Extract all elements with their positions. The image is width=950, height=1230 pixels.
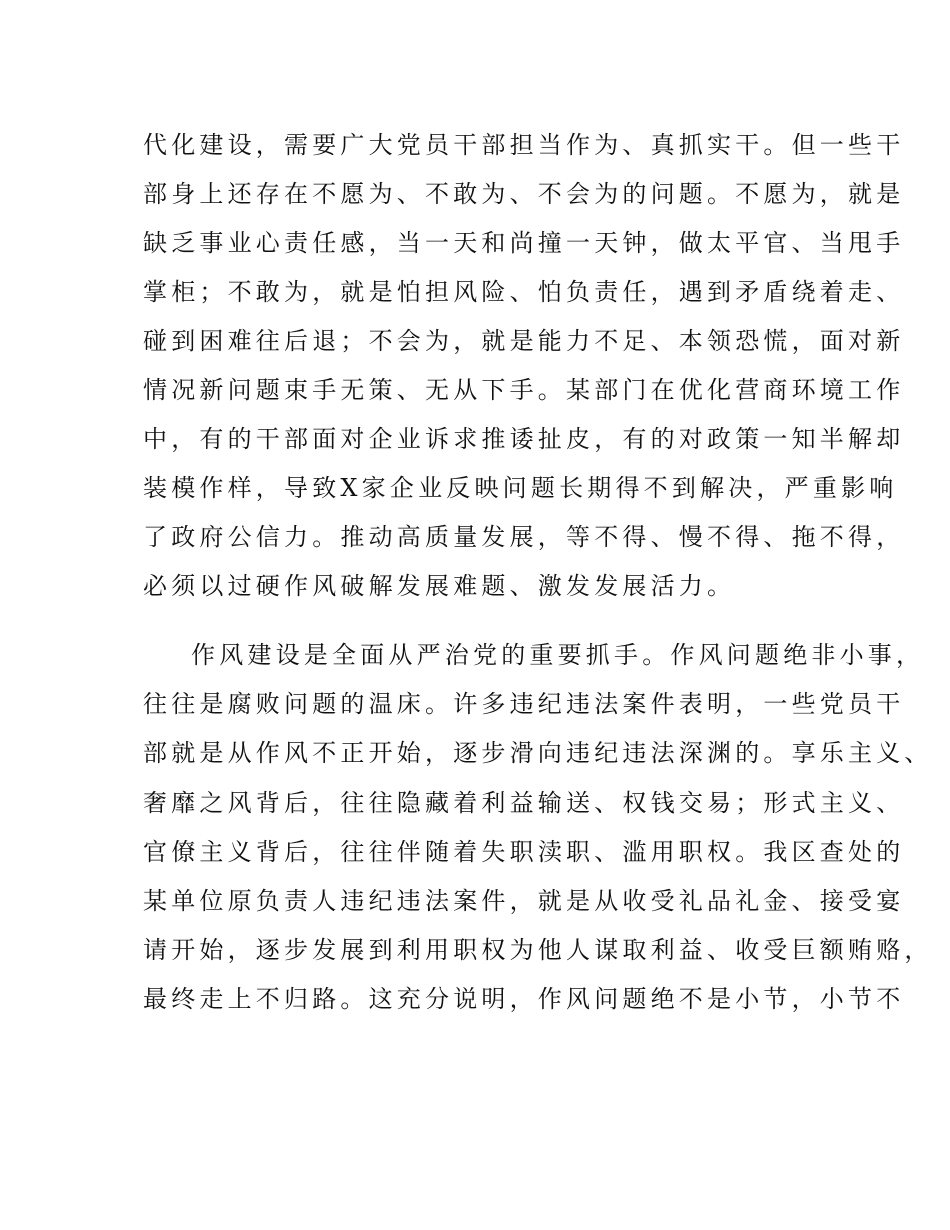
text-line: 最终走上不归路。这充分说明，作风问题绝不是小节，小节不 (143, 985, 905, 1013)
text-line: 往往是腐败问题的温床。许多违纪违法案件表明，一些党员干 (143, 690, 905, 718)
text-line: 某单位原负责人违纪违法案件，就是从收受礼品礼金、接受宴 (143, 887, 905, 915)
text-line: 作风建设是全面从严治党的重要抓手。作风问题绝非小事， (191, 641, 925, 669)
text-line: 掌柜；不敢为，就是怕担风险、怕负责任，遇到矛盾绕着走、 (143, 278, 905, 306)
text-line: 部身上还存在不愿为、不敢为、不会为的问题。不愿为，就是 (143, 180, 905, 208)
text-line: 装模作样，导致X家企业反映问题长期得不到解决，严重影响 (143, 474, 898, 502)
text-line: 必须以过硬作风破解发展难题、激发发展活力。 (143, 572, 736, 600)
text-line: 了政府公信力。推动高质量发展，等不得、慢不得、拖不得， (143, 523, 905, 551)
text-line: 情况新问题束手无策、无从下手。某部门在优化营商环境工作 (143, 376, 905, 404)
text-line: 官僚主义背后，往往伴随着失职渎职、滥用职权。我区查处的 (143, 838, 905, 866)
text-line: 碰到困难往后退；不会为，就是能力不足、本领恐慌，面对新 (143, 327, 905, 355)
text-line: 请开始，逐步发展到利用职权为他人谋取利益、收受巨额贿赂， (143, 936, 933, 964)
text-line: 中，有的干部面对企业诉求推诿扯皮，有的对政策一知半解却 (143, 425, 905, 453)
text-line: 奢靡之风背后，往往隐藏着利益输送、权钱交易；形式主义、 (143, 789, 905, 817)
text-line: 部就是从作风不正开始，逐步滑向违纪违法深渊的。享乐主义、 (143, 739, 933, 767)
text-line: 缺乏事业心责任感，当一天和尚撞一天钟，做太平官、当甩手 (143, 229, 905, 257)
text-line: 代化建设，需要广大党员干部担当作为、真抓实干。但一些干 (143, 131, 905, 159)
